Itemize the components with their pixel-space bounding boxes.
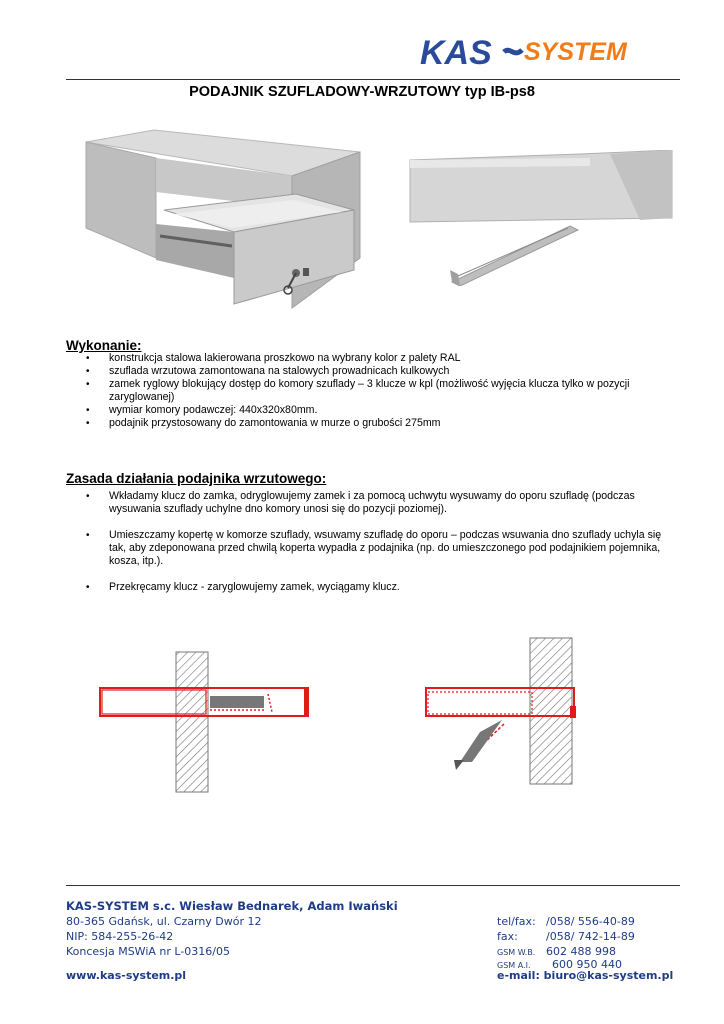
drawer-side-photo [400,150,680,286]
telfax-value: /058/ 556-40-89 [546,915,635,928]
drawer-photo [84,128,362,316]
execution-heading: Wykonanie: [66,338,142,353]
footer-rule [66,885,680,886]
gsm1-label: GSM W.B. [497,948,536,957]
wall-section [530,638,572,784]
list-item: • wymiar komory podawczej: 440x320x80mm. [66,404,678,417]
execution-list [66,352,678,430]
email-link[interactable]: e-mail: biuro@kas-system.pl [497,969,674,982]
list-item: • konstrukcja stalowa lakierowana proszkowo na wybrany kolor z palety RAL [66,352,678,365]
kas-system-logo [418,30,680,76]
logo-wave [504,50,522,53]
principle-list [66,490,678,607]
falling-envelope [460,720,502,762]
address: 80-365 Gdańsk, ul. Czarny Dwór 12 [66,915,262,928]
gsm2-label: GSM A.I. [497,961,531,970]
fax-value: /058/ 742-14-89 [546,930,635,943]
list-item: • zamek ryglowy blokujący dostęp do komory szuflady – 3 klucze w kpl (możliwość wyjęcia klucza tylko w pozycji zaryglowanej) [66,378,678,404]
telfax-label: tel/fax: [497,915,536,928]
principle-heading: Zasada działania podajnika wrzutowego: [66,471,327,486]
drawer-closed-diagram [420,636,580,786]
nip: NIP: 584-255-26-42 [66,930,174,943]
logo-text-kas: KAS [420,34,492,72]
list-item: • Przekręcamy klucz - zaryglowujemy zamek, wyciągamy klucz. [66,581,678,594]
list-item: • szuflada wrzutowa zamontowana na stalowych prowadnicach kulkowych [66,365,678,378]
page-title: PODAJNIK SZUFLADOWY-WRZUTOWY typ IB-ps8 [189,84,535,100]
gsm2-value: 600 950 440 [552,958,622,971]
website-link[interactable]: www.kas-system.pl [66,969,187,982]
envelope-shape [210,696,264,708]
fax-label: fax: [497,930,518,943]
wall-section [176,652,208,792]
list-item: • Wkładamy klucz do zamka, odryglowujemy zamek i za pomocą uchwytu wysuwamy do oporu szufladę (podczas wysuwania szuflady uchylne dno komory unosi się do pozycji poziomej). [66,490,678,516]
header-rule [66,79,680,80]
list-item: • Umieszczamy kopertę w komorze szuflady, wsuwamy szufladę do oporu – podczas wsuwania dno szuflady uchyla się tak, aby zdeponowana przed chwilą koperta wypadła z podajnika (np. do umieszczonego pod podajnikiem pojemnika, kosza, itp.). [66,529,678,568]
license: Koncesja MSWiA nr L-0316/05 [66,945,230,958]
list-item: • podajnik przystosowany do zamontowania w murze o grubości 275mm [66,417,678,430]
drawer-open-diagram [96,650,316,794]
logo-text-system: SYSTEM [524,38,627,66]
company-name: KAS-SYSTEM s.c. Wiesław Bednarek, Adam Iwański [66,899,398,913]
gsm1-value: 602 488 998 [546,945,616,958]
arrow-down [454,760,464,770]
